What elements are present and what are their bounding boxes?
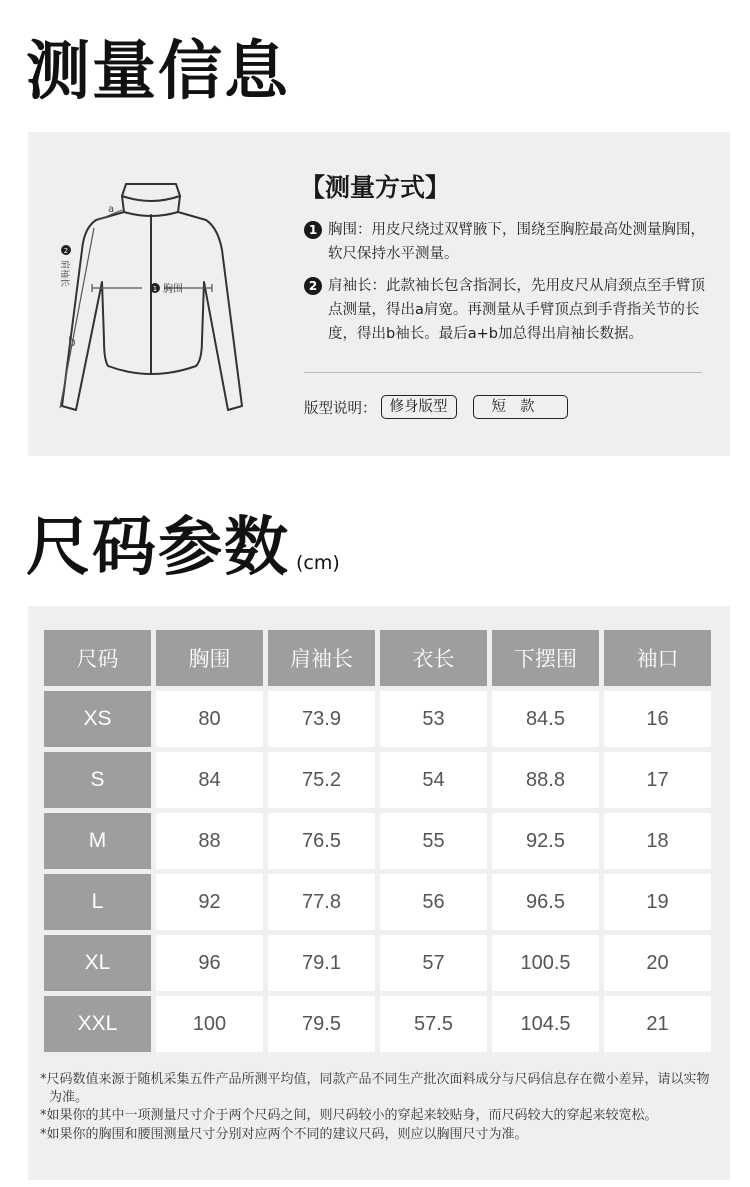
table-cell: 84 xyxy=(156,752,263,808)
table-cell: 79.5 xyxy=(268,996,375,1052)
method-text-chest: 胸围：用皮尺绕过双臂腋下，围绕至胸腔最高处测量胸围，软尺保持水平测量。 xyxy=(328,222,705,262)
table-cell: 21 xyxy=(604,996,711,1052)
measure-method xyxy=(300,168,714,354)
sleeve-length-label: 肩袖长 xyxy=(59,260,69,288)
size-cell: XL xyxy=(44,935,151,991)
method-text-sleeve: 肩袖长：此款袖长包含指洞长，先用皮尺从肩颈点至手臂顶点测量，得出a肩宽。再测量从手臂顶点到手背指关节的长度，得出b袖长。最后a+b加总得出肩袖长数据。 xyxy=(328,278,705,342)
measure-panel xyxy=(28,132,730,456)
table-cell: 53 xyxy=(380,691,487,747)
measure-section-title: 测量信息 xyxy=(26,35,290,109)
size-panel xyxy=(28,606,730,1180)
method-item-chest xyxy=(304,218,714,266)
table-row xyxy=(44,752,711,808)
size-table xyxy=(44,630,711,1057)
table-cell: 17 xyxy=(604,752,711,808)
table-cell: 100 xyxy=(156,996,263,1052)
table-cell: 73.9 xyxy=(268,691,375,747)
unit-label: (cm) xyxy=(296,552,340,574)
header-cell: 尺码 xyxy=(44,630,151,686)
header-cell: 袖口 xyxy=(604,630,711,686)
svg-text:2: 2 xyxy=(63,247,69,255)
method-title: 【测量方式】 xyxy=(300,173,451,202)
note-item: *如果你的胸围和腰围测量尺寸分别对应两个不同的建议尺码，则应以胸围尺寸为准。 xyxy=(40,1126,528,1142)
jacket-illustration xyxy=(50,170,270,430)
table-cell: 55 xyxy=(380,813,487,869)
table-cell: 79.1 xyxy=(268,935,375,991)
table-row xyxy=(44,874,711,930)
size-section-title xyxy=(26,511,340,585)
header-cell: 衣长 xyxy=(380,630,487,686)
table-row xyxy=(44,691,711,747)
size-cell: XXL xyxy=(44,996,151,1052)
table-cell: 92.5 xyxy=(492,813,599,869)
size-cell: L xyxy=(44,874,151,930)
table-cell: 57.5 xyxy=(380,996,487,1052)
svg-text:1: 1 xyxy=(152,285,158,293)
sleeve-b-label: b xyxy=(68,335,76,349)
table-cell: 88.8 xyxy=(492,752,599,808)
note-item: *尺码数值来源于随机采集五件产品所测平均值，同款产品不同生产批次面料成分与尺码信息存在微小差异，请以实物为准。 xyxy=(40,1072,710,1105)
header-cell: 胸围 xyxy=(156,630,263,686)
table-cell: 100.5 xyxy=(492,935,599,991)
table-cell: 96 xyxy=(156,935,263,991)
size-cell: XS xyxy=(44,691,151,747)
table-cell: 56 xyxy=(380,874,487,930)
header-cell: 下摆围 xyxy=(492,630,599,686)
table-row xyxy=(44,996,711,1052)
method-item-sleeve xyxy=(304,274,714,346)
table-cell: 57 xyxy=(380,935,487,991)
table-cell: 76.5 xyxy=(268,813,375,869)
size-title-text: 尺码参数 xyxy=(26,511,290,585)
note-item: *如果你的其中一项测量尺寸介于两个尺码之间，则尺码较小的穿起来较贴身，而尺码较大的穿起来较宽松。 xyxy=(40,1108,658,1123)
shoulder-a-label: a xyxy=(108,204,115,215)
divider xyxy=(304,372,702,373)
number-2-icon: 2 xyxy=(304,277,322,295)
table-cell: 75.2 xyxy=(268,752,375,808)
table-cell: 104.5 xyxy=(492,996,599,1052)
table-cell: 96.5 xyxy=(492,874,599,930)
table-cell: 20 xyxy=(604,935,711,991)
header-cell: 肩袖长 xyxy=(268,630,375,686)
table-cell: 16 xyxy=(604,691,711,747)
table-cell: 54 xyxy=(380,752,487,808)
table-cell: 88 xyxy=(156,813,263,869)
table-cell: 77.8 xyxy=(268,874,375,930)
size-cell: M xyxy=(44,813,151,869)
table-cell: 80 xyxy=(156,691,263,747)
number-1-icon: 1 xyxy=(304,221,322,239)
table-cell: 84.5 xyxy=(492,691,599,747)
table-header-row xyxy=(44,630,711,686)
table-cell: 18 xyxy=(604,813,711,869)
size-notes xyxy=(40,1071,720,1144)
table-row xyxy=(44,813,711,869)
fit-label: 版型说明： xyxy=(304,400,377,417)
table-cell: 92 xyxy=(156,874,263,930)
fit-tag-slim: 修身版型 xyxy=(381,395,457,419)
size-cell: S xyxy=(44,752,151,808)
fit-row xyxy=(304,395,568,419)
fit-tag-short: 短款 xyxy=(473,395,568,419)
table-row xyxy=(44,935,711,991)
table-cell: 19 xyxy=(604,874,711,930)
chest-label: 胸围 xyxy=(163,284,183,295)
